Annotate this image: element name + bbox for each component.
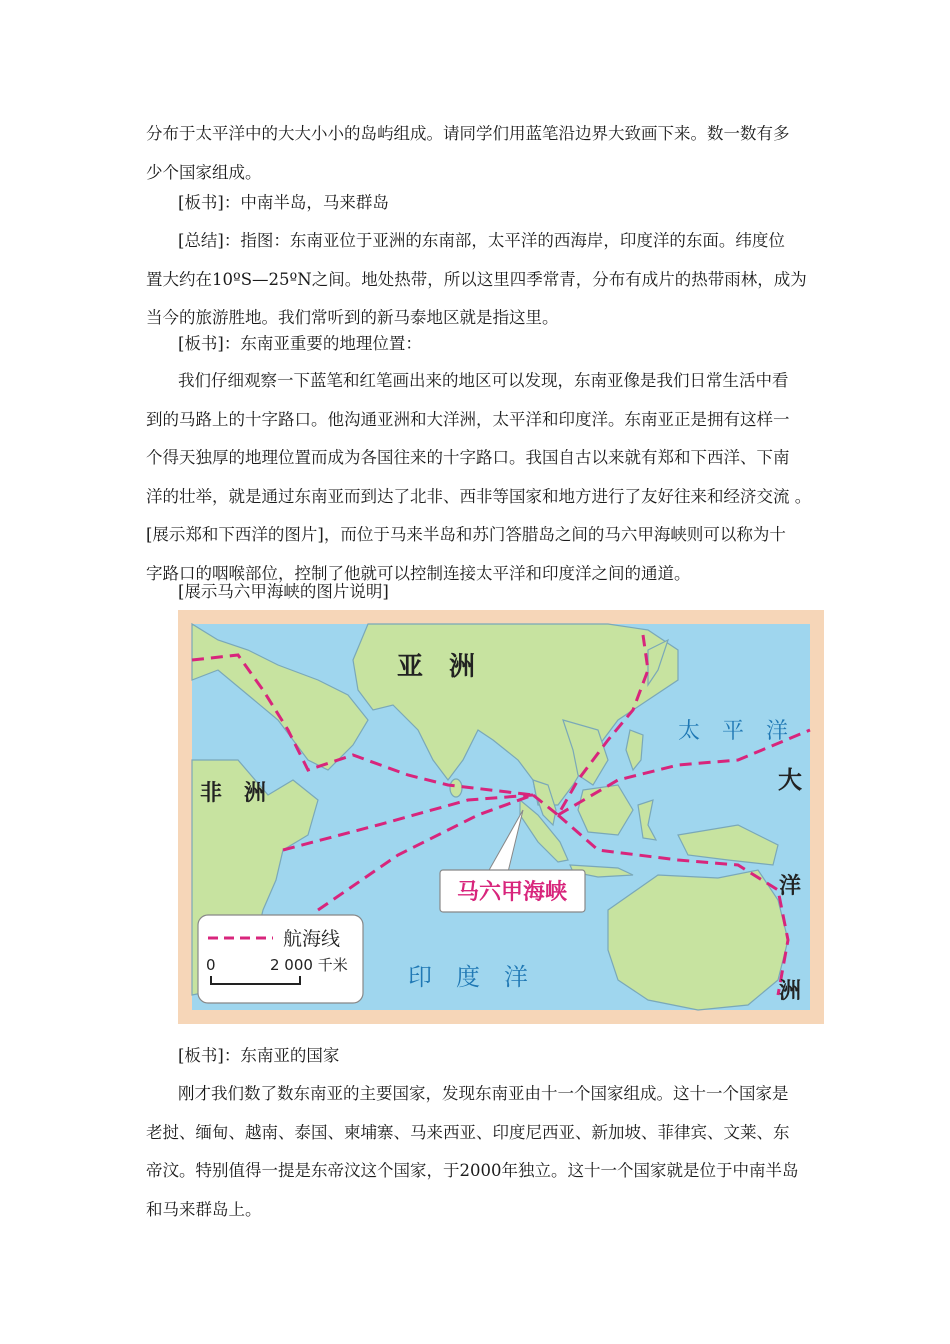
text-line: [板书]：中南半岛，马来群岛: [178, 193, 389, 212]
text-line: 老挝、缅甸、越南、泰国、柬埔寨、马来西亚、印度尼西亚、新加坡、菲律宾、文莱、东: [146, 1122, 790, 1142]
strait-label: 马六甲海峡: [456, 880, 568, 905]
oceania-label-1: 大: [778, 766, 802, 794]
malacca-strait-map: [178, 610, 824, 1024]
paragraph-board-3: [146, 1037, 838, 1076]
text-line: 当今的旅游胜地。我们常听到的新马泰地区就是指这里。: [146, 308, 559, 327]
text-line: 字路口的咽喉部位，控制了他就可以控制连接太平洋和印度洋之间的通道。: [146, 563, 691, 583]
oceania-label-2: 洋: [778, 874, 802, 899]
asia-label: 亚 洲: [396, 652, 476, 682]
text-line: 个得天独厚的地理位置而成为各国往来的十字路口。我国自古以来就有郑和下西洋、下南: [146, 448, 790, 467]
oceania-label-3: 洲: [778, 979, 802, 1004]
text-line: 到的马路上的十字路口。他沟通亚洲和大洋洲，太平洋和印度洋。东南亚正是拥有这样一: [146, 409, 790, 429]
text-line: [总结]：指图：东南亚位于亚洲的东南部，太平洋的西海岸，印度洋的东面。纬度位: [178, 231, 785, 250]
text-line: 分布于太平洋中的大大小小的岛屿组成。请同学们用蓝笔沿边界大致画下来。数一数有多: [146, 124, 790, 143]
paragraph-summary: [146, 222, 806, 338]
text-line: 洋的壮举，就是通过东南亚而到达了北非、西非等国家和地方进行了友好往来和经济交流 。: [146, 486, 812, 506]
paragraph-countries: [146, 1075, 806, 1229]
africa-label: 非 洲: [199, 781, 267, 806]
text-line: 和马来群岛上。: [146, 1199, 262, 1219]
text-line: [板书]：东南亚重要的地理位置：: [178, 334, 422, 353]
map-legend: [198, 915, 363, 1003]
text-line: [展示郑和下西洋的图片]，而位于马来半岛和苏门答腊岛之间的马六甲海峡则可以称为十: [146, 525, 786, 544]
paragraph-crossroads: [146, 362, 812, 593]
text-line: 我们仔细观察一下蓝笔和红笔画出来的地区可以发现，东南亚像是我们日常生活中看: [178, 371, 789, 390]
sri-lanka: [450, 779, 462, 797]
legend-scale-start: 0: [206, 956, 216, 974]
paragraph-show-picture: [146, 573, 838, 612]
australia: [608, 870, 788, 1010]
text-line: [展示马六甲海峡的图片说明]: [178, 582, 389, 601]
indian-ocean-label: 印 度 洋: [408, 963, 528, 991]
pacific-label: 太 平 洋: [677, 719, 789, 744]
legend-scale-end: 2 000 千米: [270, 956, 348, 974]
paragraph-1: [146, 115, 806, 192]
legend-route-label: 航海线: [283, 928, 341, 950]
text-line: 置大约在10ºS—25ºN之间。地处热带，所以这里四季常青，分布有成片的热带雨林，成为: [146, 269, 807, 289]
text-line: 帝汶。特别值得一提是东帝汶这个国家，于2000年独立。这十一个国家就是位于中南半岛: [146, 1161, 799, 1180]
map-svg: [178, 610, 824, 1024]
paragraph-board-1: [146, 184, 838, 223]
paragraph-board-2: [146, 325, 838, 364]
text-line: 刚才我们数了数东南亚的主要国家，发现东南亚由十一个国家组成。这十一个国家是: [178, 1084, 789, 1103]
text-line: [板书]：东南亚的国家: [178, 1046, 340, 1065]
text-line: 少个国家组成。: [146, 162, 262, 182]
